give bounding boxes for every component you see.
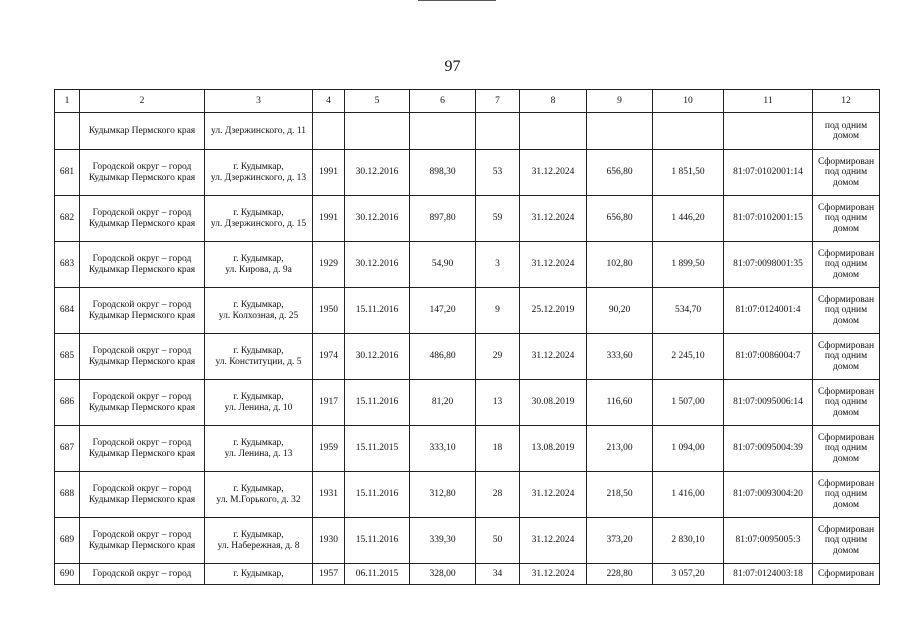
sum-cell: 1 507,00	[653, 380, 724, 426]
date-cell: 31.12.2024	[520, 518, 587, 564]
address-cell	[205, 242, 313, 288]
row-number: 681	[55, 150, 80, 196]
table-row	[55, 334, 880, 380]
col-header: 4	[313, 90, 345, 113]
date-cell: 31.12.2024	[520, 150, 587, 196]
count-cell: 3	[476, 242, 520, 288]
date-cell	[345, 113, 410, 150]
status-cell-line: домом	[833, 131, 859, 141]
address-cell-line: г. Кудымкар,	[233, 162, 284, 172]
sum-cell: 2 830,10	[653, 518, 724, 564]
address-cell-line: г. Кудымкар,	[233, 530, 284, 540]
date-cell: 31.12.2024	[520, 564, 587, 585]
row-number: 689	[55, 518, 80, 564]
address-cell	[205, 472, 313, 518]
cadastral-number-cell	[724, 113, 813, 150]
status-cell	[813, 518, 880, 564]
area-cell	[587, 113, 653, 150]
sum-cell: 3 057,20	[653, 564, 724, 585]
sum-cell: 2 245,10	[653, 334, 724, 380]
year-cell	[313, 113, 345, 150]
date-cell: 15.11.2016	[345, 472, 410, 518]
address-cell-line: г. Кудымкар,	[233, 484, 284, 494]
year-cell: 1950	[313, 288, 345, 334]
address-cell	[205, 113, 313, 150]
district-cell	[80, 518, 205, 564]
year-cell: 1957	[313, 564, 345, 585]
address-cell-line: ул. Набережная, д. 8	[217, 540, 300, 551]
cadastral-number-cell: 81:07:0102001:14	[724, 150, 813, 196]
address-cell	[205, 380, 313, 426]
status-cell-line: домом	[833, 269, 859, 280]
status-cell	[813, 288, 880, 334]
count-cell: 28	[476, 472, 520, 518]
district-cell-line: Городской округ – город	[92, 484, 192, 494]
row-number: 685	[55, 334, 80, 380]
col-header: 9	[587, 90, 653, 113]
cadastral-number-cell: 81:07:0102001:15	[724, 196, 813, 242]
status-cell-line: домом	[833, 407, 859, 418]
count-cell: 59	[476, 196, 520, 242]
address-cell-line: ул. Дзержинского, д. 13	[210, 172, 307, 183]
status-cell-line: под одним	[824, 443, 868, 454]
col-header: 7	[476, 90, 520, 113]
district-cell	[80, 564, 205, 585]
row-number: 690	[55, 564, 80, 585]
district-cell	[80, 426, 205, 472]
cadastral-number-cell: 81:07:0093004:20	[724, 472, 813, 518]
address-cell-line: г. Кудымкар,	[233, 208, 284, 218]
address-cell	[205, 150, 313, 196]
area-cell: 213,00	[587, 426, 653, 472]
sum-cell: 1 094,00	[653, 426, 724, 472]
district-cell	[80, 196, 205, 242]
col-header: 5	[345, 90, 410, 113]
address-cell-line: ул. Колхозная, д. 25	[218, 310, 299, 321]
district-cell-line: Кудымкар Пермского края	[88, 356, 196, 367]
table-row	[55, 196, 880, 242]
status-cell-line: домом	[833, 223, 859, 234]
page-number: 97	[444, 58, 461, 75]
status-cell	[813, 196, 880, 242]
status-cell-line: под одним	[824, 213, 868, 224]
date-cell: 06.11.2015	[345, 564, 410, 585]
address-cell-line: ул. Ленина, д. 10	[224, 402, 293, 413]
status-cell-line: домом	[833, 361, 859, 372]
district-cell-line: Городской округ – город	[92, 300, 192, 310]
cadastral-number-cell: 81:07:0095005:3	[724, 518, 813, 564]
area-cell: 81,20	[410, 380, 476, 426]
address-cell-line: ул. Кирова, д. 9а	[225, 264, 292, 275]
address-cell-line: г. Кудымкар,	[233, 438, 284, 448]
year-cell: 1959	[313, 426, 345, 472]
table-row	[55, 380, 880, 426]
address-cell-line: ул. Ленина, д. 13	[224, 448, 293, 459]
count-cell: 18	[476, 426, 520, 472]
year-cell: 1991	[313, 196, 345, 242]
status-cell-line: под одним	[824, 397, 868, 408]
count-cell: 53	[476, 150, 520, 196]
date-cell: 31.12.2024	[520, 472, 587, 518]
table-row	[55, 472, 880, 518]
status-cell-line: Сформирован	[817, 156, 875, 167]
status-cell-line: Сформирован	[817, 524, 875, 535]
cadastral-number-cell: 81:07:0124003:18	[724, 564, 813, 585]
date-cell: 30.08.2019	[520, 380, 587, 426]
row-number: 683	[55, 242, 80, 288]
count-cell: 50	[476, 518, 520, 564]
header-row	[55, 90, 880, 113]
address-cell-line: г. Кудымкар,	[233, 254, 284, 264]
col-header: 3	[205, 90, 313, 113]
area-cell: 116,60	[587, 380, 653, 426]
year-cell: 1991	[313, 150, 345, 196]
status-cell-line: под одним	[824, 120, 868, 131]
table-row	[55, 288, 880, 334]
sum-cell: 1 416,00	[653, 472, 724, 518]
status-cell	[813, 150, 880, 196]
status-cell	[813, 472, 880, 518]
cadastral-number-cell: 81:07:0124001:4	[724, 288, 813, 334]
table-row	[55, 113, 880, 150]
date-cell: 30.12.2016	[345, 150, 410, 196]
area-cell: 102,80	[587, 242, 653, 288]
area-cell	[410, 113, 476, 150]
status-cell	[813, 113, 880, 150]
status-cell-line: Сформирован	[817, 340, 875, 351]
date-cell: 31.12.2024	[520, 334, 587, 380]
district-cell	[80, 150, 205, 196]
address-cell	[205, 426, 313, 472]
status-cell-line: под одним	[824, 535, 868, 546]
year-cell: 1931	[313, 472, 345, 518]
count-cell: 9	[476, 288, 520, 334]
col-header: 10	[653, 90, 724, 113]
address-cell	[205, 518, 313, 564]
district-cell-line: Городской округ – город	[92, 530, 192, 540]
row-number: 686	[55, 380, 80, 426]
address-cell-line: ул. Дзержинского, д. 15	[210, 218, 307, 229]
district-cell-line: Городской округ – город	[92, 254, 192, 264]
district-cell-line: Кудымкар Пермского края	[88, 494, 196, 505]
date-cell	[520, 113, 587, 150]
district-cell-line: Кудымкар Пермского края	[88, 540, 196, 551]
year-cell: 1974	[313, 334, 345, 380]
district-cell	[80, 380, 205, 426]
col-header: 12	[813, 90, 880, 113]
sum-cell	[653, 113, 724, 150]
address-cell	[205, 196, 313, 242]
row-number: 687	[55, 426, 80, 472]
scan-top-line	[418, 0, 496, 1]
col-header: 11	[724, 90, 813, 113]
status-cell-line: домом	[833, 545, 859, 556]
area-cell: 897,80	[410, 196, 476, 242]
district-cell-line: Кудымкар Пермского края	[88, 218, 196, 229]
address-cell-line: г. Кудымкар,	[233, 300, 284, 310]
area-cell: 90,20	[587, 288, 653, 334]
address-cell	[205, 288, 313, 334]
year-cell: 1917	[313, 380, 345, 426]
table-row	[55, 564, 880, 585]
area-cell: 486,80	[410, 334, 476, 380]
area-cell: 333,10	[410, 426, 476, 472]
count-cell: 29	[476, 334, 520, 380]
area-cell: 339,30	[410, 518, 476, 564]
cadastral-number-cell: 81:07:0098001:35	[724, 242, 813, 288]
district-cell-line: Кудымкар Пермского края	[88, 402, 196, 413]
col-header: 8	[520, 90, 587, 113]
area-cell: 898,30	[410, 150, 476, 196]
area-cell: 656,80	[587, 196, 653, 242]
status-cell-line: Сформирован	[817, 568, 875, 579]
status-cell-line: Сформирован	[817, 248, 875, 259]
area-cell: 328,00	[410, 564, 476, 585]
status-cell-line: под одним	[824, 351, 868, 362]
table-row	[55, 518, 880, 564]
status-cell	[813, 426, 880, 472]
address-cell-line: г. Кудымкар,	[233, 568, 284, 579]
cadastral-number-cell: 81:07:0095004:39	[724, 426, 813, 472]
status-cell-line: под одним	[824, 259, 868, 270]
district-cell-line: Кудымкар Пермского края	[88, 448, 196, 459]
date-cell: 15.11.2016	[345, 380, 410, 426]
col-header: 6	[410, 90, 476, 113]
district-cell	[80, 472, 205, 518]
date-cell: 13.08.2019	[520, 426, 587, 472]
date-cell: 25.12.2019	[520, 288, 587, 334]
status-cell-line: Сформирован	[817, 386, 875, 397]
status-cell-line: домом	[833, 177, 859, 188]
address-cell-line: г. Кудымкар,	[233, 392, 284, 402]
status-cell-line: Сформирован	[817, 202, 875, 213]
address-cell	[205, 564, 313, 585]
date-cell: 30.12.2016	[345, 242, 410, 288]
district-cell-line: Городской округ – город	[92, 346, 192, 356]
table-row	[55, 242, 880, 288]
sum-cell: 1 899,50	[653, 242, 724, 288]
row-number: 688	[55, 472, 80, 518]
district-cell	[80, 113, 205, 150]
year-cell: 1930	[313, 518, 345, 564]
district-cell-line: Городской округ – город	[92, 438, 192, 448]
row-number: 684	[55, 288, 80, 334]
status-cell-line: Сформирован	[817, 432, 875, 443]
date-cell: 30.12.2016	[345, 196, 410, 242]
area-cell: 333,60	[587, 334, 653, 380]
table-row	[55, 426, 880, 472]
address-cell-line: ул. Дзержинского, д. 11	[211, 125, 306, 136]
address-cell-line: г. Кудымкар,	[233, 346, 284, 356]
year-cell: 1929	[313, 242, 345, 288]
table-row	[55, 150, 880, 196]
status-cell-line: домом	[833, 499, 859, 510]
district-cell-line: Кудымкар Пермского края	[88, 264, 196, 275]
area-cell: 54,90	[410, 242, 476, 288]
sum-cell: 1 446,20	[653, 196, 724, 242]
cadastral-number-cell: 81:07:0086004:7	[724, 334, 813, 380]
address-cell-line: ул. М.Горького, д. 32	[216, 494, 301, 505]
status-cell-line: домом	[833, 453, 859, 464]
date-cell: 15.11.2015	[345, 426, 410, 472]
area-cell: 228,80	[587, 564, 653, 585]
area-cell: 312,80	[410, 472, 476, 518]
area-cell: 373,20	[587, 518, 653, 564]
registry-table	[54, 89, 880, 585]
district-cell-line: Кудымкар Пермского края	[88, 310, 196, 321]
area-cell: 218,50	[587, 472, 653, 518]
status-cell	[813, 564, 880, 585]
district-cell	[80, 334, 205, 380]
row-number: 682	[55, 196, 80, 242]
row-number	[55, 113, 80, 150]
address-cell	[205, 334, 313, 380]
address-cell-line: ул. Конституции, д. 5	[215, 356, 302, 367]
date-cell: 31.12.2024	[520, 196, 587, 242]
district-cell-line: Городской округ – город	[92, 208, 192, 218]
cadastral-number-cell: 81:07:0095006:14	[724, 380, 813, 426]
area-cell: 656,80	[587, 150, 653, 196]
status-cell-line: под одним	[824, 489, 868, 500]
status-cell-line: домом	[833, 315, 859, 326]
district-cell-line: Городской округ – город	[92, 568, 192, 579]
status-cell-line: под одним	[824, 305, 868, 316]
status-cell-line: Сформирован	[817, 478, 875, 489]
date-cell: 31.12.2024	[520, 242, 587, 288]
date-cell: 30.12.2016	[345, 334, 410, 380]
status-cell-line: под одним	[824, 167, 868, 178]
col-header: 1	[55, 90, 80, 113]
sum-cell: 534,70	[653, 288, 724, 334]
count-cell	[476, 113, 520, 150]
date-cell: 15.11.2016	[345, 288, 410, 334]
status-cell	[813, 242, 880, 288]
status-cell	[813, 334, 880, 380]
district-cell	[80, 242, 205, 288]
date-cell: 15.11.2016	[345, 518, 410, 564]
district-cell-line: Городской округ – город	[92, 392, 192, 402]
count-cell: 13	[476, 380, 520, 426]
status-cell	[813, 380, 880, 426]
area-cell: 147,20	[410, 288, 476, 334]
district-cell-line: Кудымкар Пермского края	[88, 125, 196, 136]
district-cell	[80, 288, 205, 334]
sum-cell: 1 851,50	[653, 150, 724, 196]
district-cell-line: Городской округ – город	[92, 162, 192, 172]
status-cell-line: Сформирован	[817, 294, 875, 305]
col-header: 2	[80, 90, 205, 113]
count-cell: 34	[476, 564, 520, 585]
district-cell-line: Кудымкар Пермского края	[88, 172, 196, 183]
